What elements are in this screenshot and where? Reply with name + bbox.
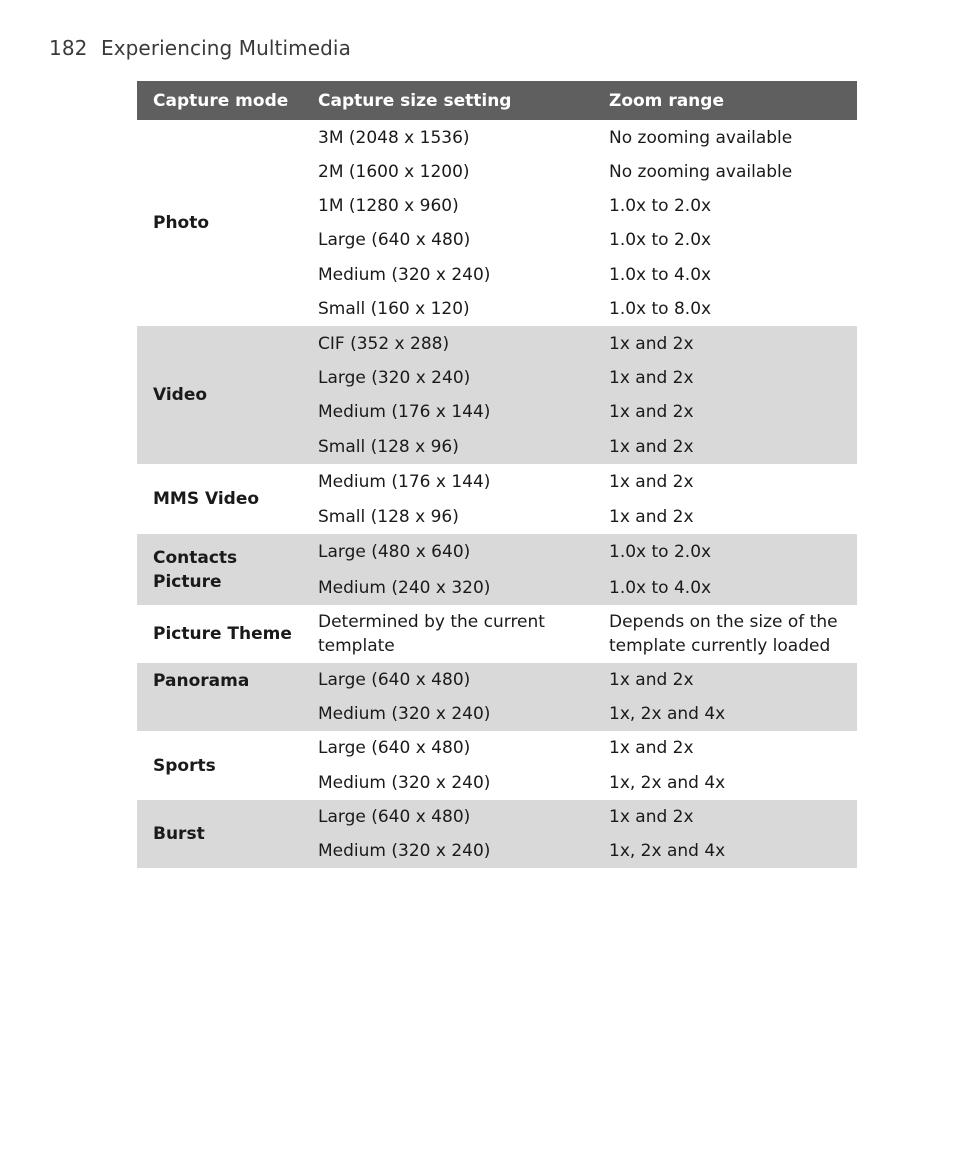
table-row — [137, 605, 857, 663]
capture-mode-cell: Photo — [153, 213, 210, 233]
capture-mode-cell: Burst — [137, 800, 302, 868]
capture-size-cell: Medium (240 x 320) — [302, 570, 593, 605]
zoom-range-cell: 1.0x to 2.0x — [593, 534, 857, 570]
zoom-range-cell: 1.0x to 2.0x — [609, 196, 712, 216]
capture-size-cell: Large (640 x 480) — [318, 738, 471, 758]
capture-size-cell: Medium (320 x 240) — [302, 834, 593, 868]
zoom-range-cell: No zooming available — [609, 162, 793, 182]
zoom-range-cell: 1.0x to 2.0x — [609, 230, 712, 250]
capture-mode-cell: Video — [137, 326, 302, 464]
capture-size-cell: Large (480 x 640) — [302, 534, 593, 570]
capture-size-cell: Determined by the current template — [318, 612, 545, 656]
zoom-range-cell: 1x and 2x — [593, 429, 857, 464]
table-row — [137, 663, 857, 697]
table-row — [137, 120, 857, 155]
zoom-range-cell: 1x and 2x — [593, 800, 857, 834]
column-header-zoom-range: Zoom range — [593, 81, 857, 120]
zoom-range-cell: 1x and 2x — [609, 506, 694, 527]
zoom-range-cell: No zooming available — [609, 127, 793, 148]
capture-mode-cell: Picture Theme — [153, 624, 292, 644]
zoom-range-cell: 1x and 2x — [593, 395, 857, 429]
zoom-range-cell: 1.0x to 8.0x — [609, 299, 712, 319]
zoom-range-cell: 1.0x to 4.0x — [593, 570, 857, 605]
zoom-range-cell: Depends on the size of the template currently loaded — [609, 612, 838, 656]
table-row — [137, 326, 857, 361]
capture-size-cell: Large (320 x 240) — [302, 361, 593, 395]
capture-size-cell: Small (128 x 96) — [318, 506, 459, 527]
capture-settings-table — [137, 81, 857, 868]
capture-size-cell: CIF (352 x 288) — [302, 326, 593, 361]
capture-mode-cell: Contacts Picture — [137, 534, 302, 605]
table-row — [137, 800, 857, 834]
capture-size-cell: Medium (176 x 144) — [302, 395, 593, 429]
capture-size-cell: Medium (320 x 240) — [318, 772, 491, 793]
capture-size-cell: 3M (2048 x 1536) — [318, 127, 470, 148]
zoom-range-cell: 1x and 2x — [609, 471, 694, 492]
capture-size-cell: Medium (176 x 144) — [318, 471, 491, 492]
running-header — [49, 36, 351, 60]
section-title: Experiencing Multimedia — [100, 36, 351, 60]
zoom-range-cell: 1x, 2x and 4x — [593, 834, 857, 868]
zoom-range-cell: 1x, 2x and 4x — [593, 697, 857, 731]
column-header-capture-mode: Capture mode — [137, 81, 302, 120]
zoom-range-cell: 1x and 2x — [593, 326, 857, 361]
table-row — [137, 731, 857, 765]
table-row — [137, 464, 857, 499]
zoom-range-cell: 1.0x to 4.0x — [609, 264, 712, 285]
capture-size-cell: 2M (1600 x 1200) — [318, 162, 470, 182]
capture-size-cell: Large (640 x 480) — [302, 800, 593, 834]
capture-mode-cell: Panorama — [137, 663, 302, 731]
zoom-range-cell: 1x and 2x — [593, 663, 857, 697]
page-number: 182 — [49, 36, 88, 60]
capture-size-cell: Large (640 x 480) — [318, 230, 471, 250]
table-row — [137, 534, 857, 570]
capture-size-cell: Large (640 x 480) — [302, 663, 593, 697]
zoom-range-cell: 1x and 2x — [609, 738, 694, 758]
zoom-range-cell: 1x and 2x — [593, 361, 857, 395]
capture-size-cell: Small (160 x 120) — [318, 299, 470, 319]
capture-mode-cell: Sports — [153, 755, 216, 776]
zoom-range-cell: 1x, 2x and 4x — [609, 772, 726, 793]
table-header-row — [137, 81, 857, 120]
capture-size-cell: Small (128 x 96) — [302, 429, 593, 464]
column-header-capture-size: Capture size setting — [302, 81, 593, 120]
capture-size-cell: Medium (320 x 240) — [302, 697, 593, 731]
table-body — [137, 120, 857, 868]
capture-mode-cell: MMS Video — [153, 489, 260, 509]
capture-size-cell: 1M (1280 x 960) — [318, 196, 459, 216]
capture-size-cell: Medium (320 x 240) — [318, 264, 491, 285]
